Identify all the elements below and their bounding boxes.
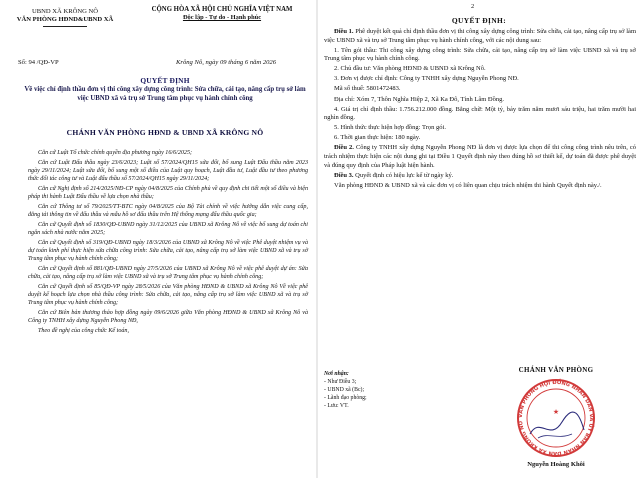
- svg-text:★: ★: [552, 408, 560, 416]
- legal-basis-item: Căn cứ Quyết định số 319/QĐ-UBND ngày 18/3/2026 của UBND xã Krông Nô về việc Phê duyệt nhiệm vụ và dự toán kinh phí thực hiện sửa chữa công trình: Sửa chữa, cải tạo, nâng cấp trụ sở làm việc UBND xã và trụ sở Trung tâm phục vụ hành chính công;: [28, 240, 308, 262]
- org-line-1: UBND XÃ KRÔNG NÔ: [31, 8, 99, 15]
- article-1-item: 3. Đơn vị được chỉ định: Công ty TNHH xây dựng Nguyễn Phong NĐ.: [334, 75, 519, 83]
- article-3-text: Quyết định có hiệu lực kể từ ngày ký.: [355, 171, 454, 179]
- document-number: Số: 94 /QĐ-VP: [18, 59, 59, 66]
- article-1-item: 2. Chủ đầu tư: Văn phòng HĐND & UBND xã Krông Nô.: [334, 65, 486, 73]
- article-3: [324, 172, 636, 181]
- article-1-item: 5. Hình thức thực hiện hợp đồng: Trọn gói.: [334, 124, 446, 132]
- issuing-authority: CHÁNH VĂN PHÒNG HĐND & UBND XÃ KRÔNG NÔ: [66, 128, 264, 137]
- legal-basis-item: Căn cứ Biên bản thương thảo hợp đồng ngày 09/6/2026 giữa Văn phòng HĐND & UBND xã Krông Nô và Công ty TNHH xây dựng Nguyễn Phong NĐ,: [28, 310, 308, 325]
- nation-motto: Độc lập - Tự do - Hạnh phúc: [182, 14, 262, 22]
- article-1-item: 1. Tên gói thầu: Thi công xây dựng công trình: Sửa chữa, cải tạo, nâng cấp trụ sở làm việc UBND xã và trụ sở Trung tâm phục vụ hành chính công.: [324, 46, 636, 63]
- page-number: 2: [471, 3, 475, 10]
- svg-text:VĂN PHÒNG HỘI ĐỒNG NHÂN DÂN VÀ: VĂN PHÒNG HỘI ĐỒNG NHÂN DÂN VÀ ỦY BAN NHÂN DÂN XÃ KRÔNG NÔ: [517, 379, 595, 457]
- article-1: [324, 28, 636, 45]
- article-1-item: 4. Giá trị chỉ định thầu: 1.756.212.000 đồng. Bằng chữ: Một tỷ, bảy trăm năm mươi sáu triệu, hai trăm mười hai nghìn đồng.: [324, 105, 636, 122]
- article-1-item: Địa chỉ: Xóm 7, Thôn Nghĩa Hiệp 2, Xã Ka Đô, Tỉnh Lâm Đồng.: [334, 95, 504, 103]
- recipients-list: [324, 378, 474, 410]
- recipient-item: - Lưu: VT.: [324, 403, 349, 410]
- article-1-item: Mã số thuế: 5801472483.: [334, 85, 401, 93]
- issuing-org: [6, 8, 124, 27]
- legal-basis-list: [28, 150, 308, 338]
- decision-heading: QUYẾT ĐỊNH:: [451, 16, 507, 25]
- legal-basis-item: Căn cứ Luật Tổ chức chính quyền địa phương ngày 16/6/2025;: [38, 150, 193, 156]
- recipient-item: - Như Điều 3;: [324, 379, 357, 386]
- article-2-text: Công ty TNHH xây dựng Nguyễn Phong NĐ là đơn vị được lựa chọn để thi công công trình nêu trên, có trách nhiệm thực hiện các nội dung ghi tại Điều 1 Quyết định này theo đúng hồ sơ thiết kế, dự toán đã được phê duyệt và đúng quy định của Pháp luật hiện hành.: [324, 144, 637, 169]
- article-1-item: 6. Thời gian thực hiện: 180 ngày.: [334, 134, 421, 142]
- official-seal-icon: [510, 376, 602, 460]
- article-1-text: Phê duyệt kết quả chỉ định thầu đơn vị thi công xây dựng công trình: Sửa chữa, cải tạo, nâng cấp trụ sở làm việc UBND xã và trụ sở Trung tâm phục vụ hành chính công, với các nội dung sau:: [324, 28, 636, 44]
- article-1-items: [324, 47, 636, 143]
- document-title: QUYẾT ĐỊNH: [140, 76, 190, 85]
- signature-block: [478, 366, 634, 474]
- document-page-1: [0, 0, 316, 478]
- nation-line-1: CỘNG HÒA XÃ HỘI CHỦ NGHĨA VIỆT NAM: [151, 6, 293, 13]
- recipient-item: - UBND xã (Bc);: [324, 387, 365, 394]
- signer-role: CHÁNH VĂN PHÒNG: [518, 366, 594, 374]
- article-2: [324, 144, 636, 170]
- document-title-block: [20, 76, 310, 103]
- national-header: [130, 6, 314, 22]
- article-2-label: Điều 2.: [334, 144, 354, 152]
- legal-basis-item: Căn cứ Luật Đấu thầu ngày 23/6/2023; Luật số 57/2024/QH15 sửa đổi, bổ sung Luật Đấu thầu năm 2023 ngày 29/11/2024; Luật sửa đổi, bổ sung một số điều của Luật quy hoạch, Luật đầu tư, Luật đầu tư theo phương thức đối tác công tư và Luật đấu thầu số 57/2024/QH15 ngày 29/11/2024;: [28, 160, 308, 182]
- org-line-2: VĂN PHÒNG HĐND&UBND XÃ: [16, 15, 114, 23]
- document-subject: Về việc chỉ định thầu đơn vị thi công xây dựng công trình: Sửa chữa, cải tạo, nâng cấp trụ sở làm việc UBND xã và trụ sở Trung tâm phục vụ hành chính công: [24, 86, 306, 102]
- document-date: Krông Nô, ngày 09 tháng 6 năm 2026: [176, 59, 277, 66]
- legal-basis-item: Căn cứ Nghị định số 214/2025/NĐ-CP ngày 04/8/2025 của Chính phủ về quy định chi tiết một số điều và biện pháp thi hành Luật Đấu thầu về lựa chọn nhà thầu;: [28, 186, 308, 200]
- signer-name: Nguyễn Hoàng Khôi: [527, 461, 585, 468]
- legal-basis-item: Căn cứ Quyết định số 881/QĐ-UBND ngày 27/5/2026 của UBND xã Krông Nô về việc phê duyệt dự án: Sửa chữa, cải tạo, nâng cấp trụ sở làm việc UBND xã và trụ sở Trung tâm phục vụ hành chính công;: [28, 266, 308, 281]
- article-3-text-2: Văn phòng HĐND & UBND xã và các đơn vị có liên quan chịu trách nhiệm thi hành Quyết định này./.: [334, 181, 602, 189]
- recipients-block: [324, 370, 474, 411]
- legal-basis-item: Căn cứ Thông tư số 79/2025/TT-BTC ngày 04/8/2025 của Bộ Tài chính về việc hướng dẫn việc cung cấp, đăng tải thông tin về đấu thầu và mẫu hồ sơ đấu thầu trên Hệ thống mạng đấu thầu quốc gia;: [28, 204, 308, 219]
- recipient-item: - Lãnh đạo phòng;: [324, 395, 367, 402]
- article-3-label: Điều 3.: [334, 171, 354, 179]
- article-1-label: Điều 1.: [334, 28, 354, 35]
- recipients-title: Nơi nhận:: [324, 371, 349, 377]
- legal-basis-item: Căn cứ Quyết định số 1830/QĐ-UBND ngày 31/12/2025 của UBND xã Krông Nô về việc bổ sung dự toán chi ngân sách nhà nước năm 2025;: [28, 222, 308, 237]
- document-page-2: [318, 0, 640, 478]
- legal-basis-item: Theo đề nghị của công chức Kế toán,: [38, 328, 129, 335]
- legal-basis-item: Căn cứ Quyết định số 85/QĐ-VP ngày 28/5/2026 của Văn phòng HĐND & UBND xã Krông Nô Về việc phê duyệt kế hoạch lựa chọn nhà thầu công trình: Sửa chữa, cải tạo, nâng cấp trụ sở làm việc UBND xã và trụ sở Trung tâm phục vụ hành chính công;: [28, 284, 308, 306]
- decision-body: [324, 28, 636, 192]
- org-underline: [43, 26, 87, 27]
